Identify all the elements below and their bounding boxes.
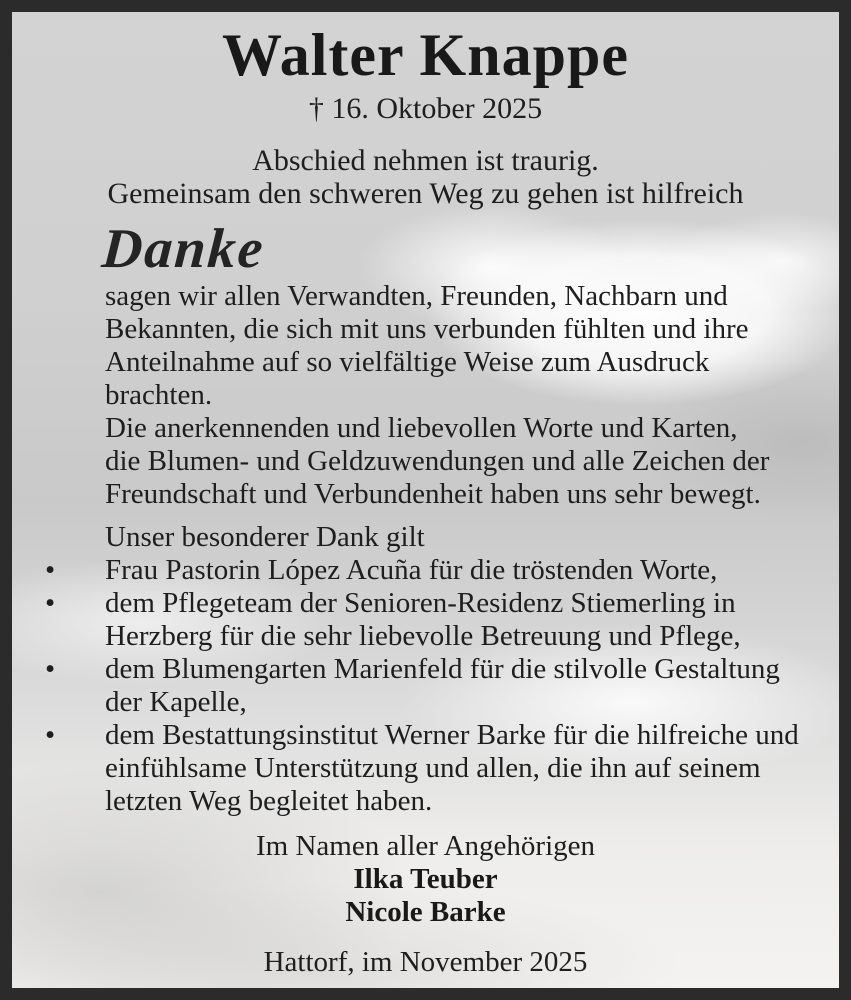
verse-line-2: Gemeinsam den schweren Weg zu gehen ist hilfreich bbox=[107, 177, 744, 210]
dagger-icon: † bbox=[308, 92, 324, 125]
place-date-line: Hattorf, im November 2025 bbox=[263, 946, 588, 978]
thanks-item-line: der Kapelle, bbox=[105, 686, 247, 718]
bullet-icon: • bbox=[45, 719, 56, 751]
thanks-item bbox=[45, 587, 839, 653]
verse bbox=[12, 144, 839, 210]
deceased-name: Walter Knappe bbox=[222, 22, 629, 88]
bullet-icon: • bbox=[45, 587, 56, 619]
intro-line: Die anerkennenden und liebevollen Worte und Karten, bbox=[105, 412, 738, 444]
intro-line: Bekannten, die sich mit uns verbunden fühlten und ihre bbox=[105, 313, 749, 345]
intro-line: Anteilnahme auf so vielfältige Weise zum Ausdruck bbox=[105, 346, 710, 378]
thanks-item-line: Frau Pastorin López Acuña für die tröstenden Worte, bbox=[105, 554, 718, 586]
mourner-name-2: Nicole Barke bbox=[345, 896, 506, 928]
thanks-item-line: Herzberg für die sehr liebevolle Betreuung und Pflege, bbox=[105, 620, 741, 652]
thanks-item bbox=[45, 653, 839, 719]
thanks-item-line: dem Blumengarten Marienfeld für die stilvolle Gestaltung bbox=[105, 653, 780, 685]
danke-script: Danke bbox=[100, 218, 267, 280]
thanks-item bbox=[45, 719, 839, 818]
verse-line-1: Abschied nehmen ist traurig. bbox=[252, 144, 599, 177]
intro-line: die Blumen- und Geldzuwendungen und alle Zeichen der bbox=[105, 445, 770, 477]
intro-paragraph bbox=[105, 280, 839, 511]
intro-line: Freundschaft und Verbundenheit haben uns sehr bewegt. bbox=[105, 478, 761, 510]
intro-line: sagen wir allen Verwandten, Freunden, Nachbarn und bbox=[105, 280, 728, 312]
bullet-icon: • bbox=[45, 554, 56, 586]
mourner-name-1: Ilka Teuber bbox=[353, 863, 498, 895]
thanks-list bbox=[45, 554, 839, 818]
intro-line: brachten. bbox=[105, 379, 213, 411]
obituary-card bbox=[12, 12, 839, 988]
bullet-icon: • bbox=[45, 653, 56, 685]
thanks-heading: Unser besonderer Dank gilt bbox=[105, 521, 425, 553]
thanks-item-line: dem Pflegeteam der Senioren-Residenz Stiemerling in bbox=[105, 587, 736, 619]
thanks-item bbox=[45, 554, 839, 587]
death-date-line bbox=[12, 92, 839, 126]
thanks-item-line: letzten Weg begleitet haben. bbox=[105, 785, 433, 817]
death-date: 16. Oktober 2025 bbox=[331, 92, 543, 125]
closing-line: Im Namen aller Angehörigen bbox=[255, 830, 596, 862]
thanks-item-line: einfühlsame Unterstützung und allen, die ihn auf seinem bbox=[105, 752, 761, 784]
thanks-item-line: dem Bestattungsinstitut Werner Barke für die hilfreiche und bbox=[105, 719, 799, 751]
